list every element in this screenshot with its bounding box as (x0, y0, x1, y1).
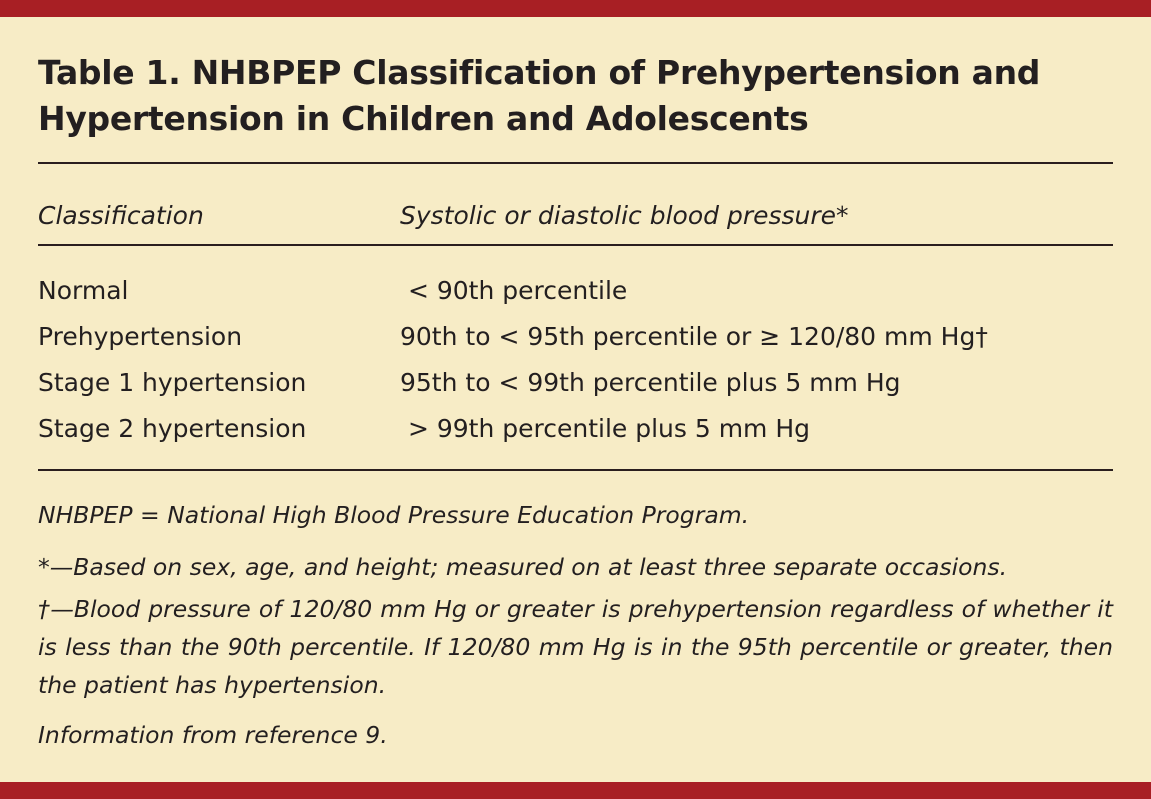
cell-classification: Stage 1 hypertension (38, 368, 307, 397)
footnote-dagger: †—Blood pressure of 120/80 mm Hg or greater is prehypertension regardless of whether it is less than the 90th percentile. If 120/80 mm Hg is in the 95th percentile or greater, then the patient has hypertension. (38, 595, 1113, 699)
footnote-reference: Information from reference 9. (38, 721, 388, 749)
column-header-bp: Systolic or diastolic blood pressure* (400, 201, 849, 230)
footnote-abbreviation: NHBPEP = National High Blood Pressure Education Program. (38, 501, 750, 529)
column-header-classification: Classification (38, 201, 204, 230)
footnote-asterisk: *—Based on sex, age, and height; measured on at least three separate occasions. (38, 553, 1008, 581)
cell-bp: > 99th percentile plus 5 mm Hg (400, 414, 811, 443)
cell-classification: Normal (38, 276, 129, 305)
table-row (38, 406, 1118, 452)
table-row (38, 314, 1118, 360)
cell-bp: 95th to < 99th percentile plus 5 mm Hg (400, 368, 901, 397)
top-accent-bar (0, 0, 1151, 17)
table-title: Table 1. NHBPEP Classification of Prehypertension and Hypertension in Children and Adolescents (38, 53, 1041, 138)
table-row (38, 268, 1118, 314)
title-divider (38, 162, 1113, 164)
cell-classification: Stage 2 hypertension (38, 414, 307, 443)
table-row (38, 360, 1118, 406)
bottom-accent-bar (0, 782, 1151, 799)
cell-bp: 90th to < 95th percentile or ≥ 120/80 mm Hg† (400, 322, 988, 351)
table-bottom-divider (38, 469, 1113, 471)
cell-bp: < 90th percentile (400, 276, 628, 305)
cell-classification: Prehypertension (38, 322, 243, 351)
header-divider (38, 244, 1113, 246)
